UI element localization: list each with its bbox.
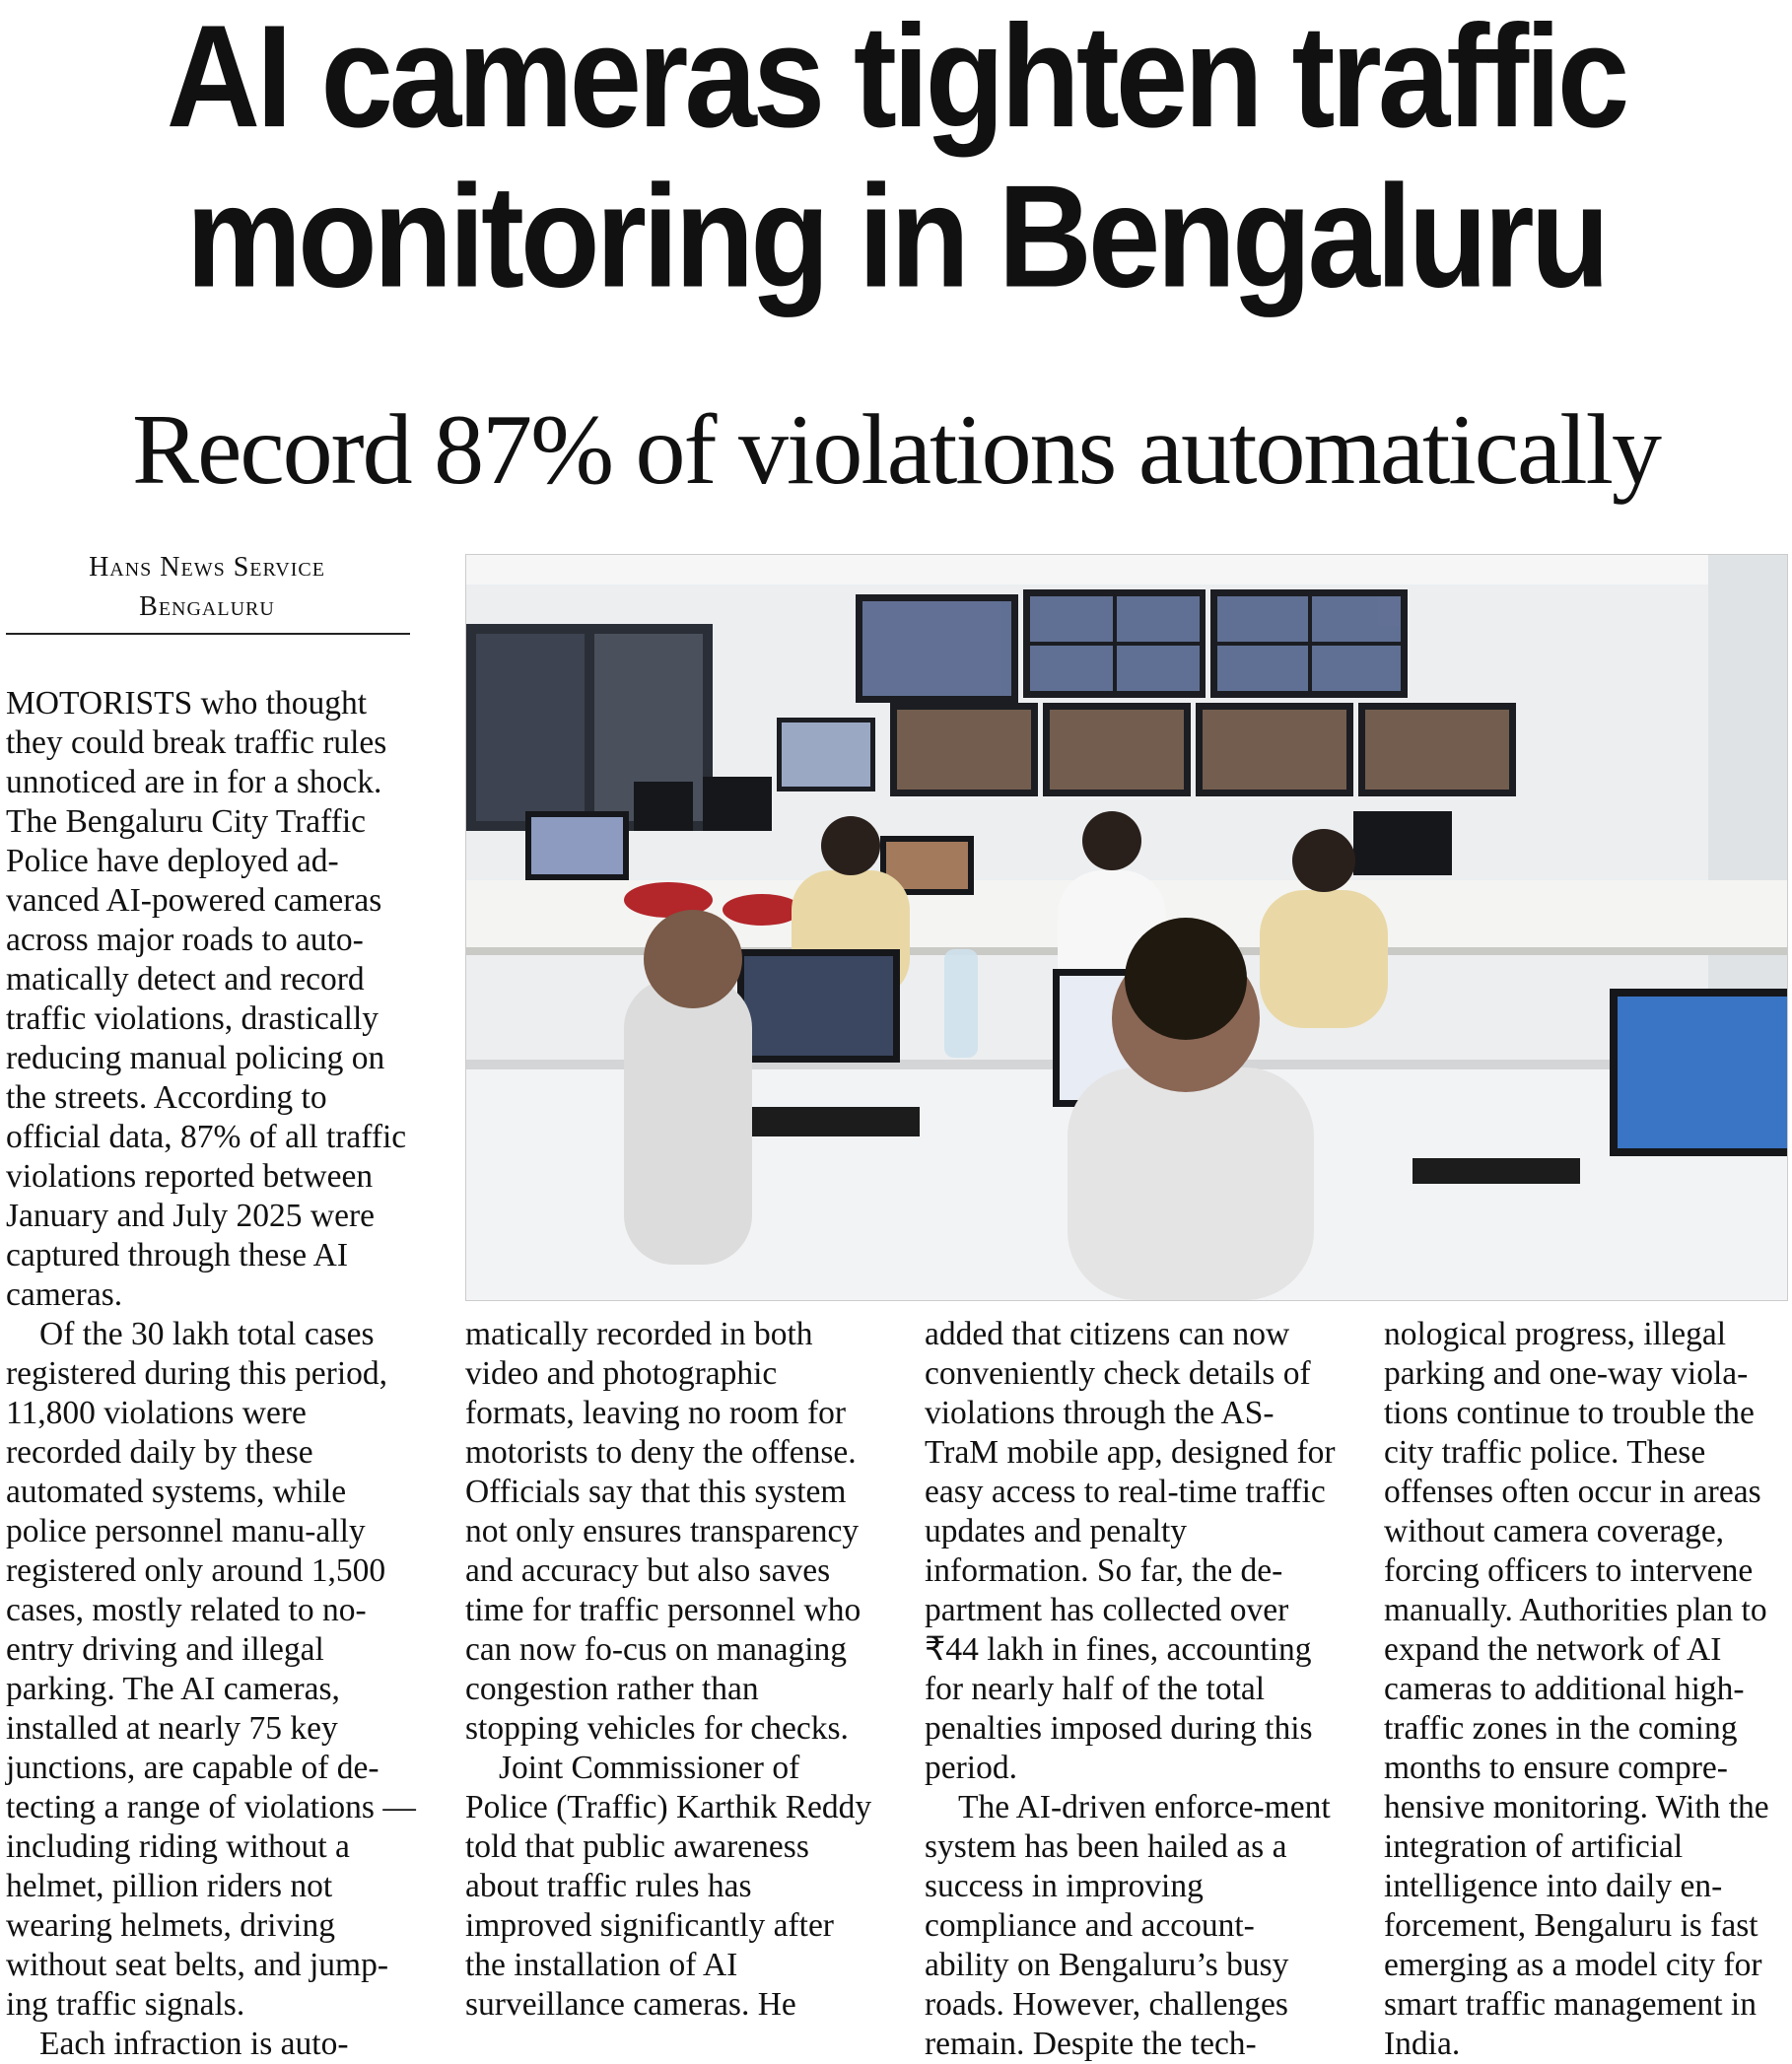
byline-dateline: Bengaluru xyxy=(139,591,275,622)
paragraph: Joint Commissioner of Police (Traffic) Karthik Reddy told that public awareness about traffic rules has improved significantly after the installation of AI surveillance cameras. He xyxy=(465,1750,872,2023)
headline xyxy=(0,0,1792,316)
paragraph: added that citizens can now conveniently check details of violations through the AS-TraM mobile app, designed for easy access to real-time traffic updates and penalty information. So far, the de-partment has collected over ₹44 lakh in fines, accounting for nearly half of the total penalties imposed during this period. xyxy=(925,1316,1336,1786)
control-room-photo xyxy=(465,554,1788,1301)
paragraph: MOTORISTS who thought they could break traffic rules unnoticed are in for a shock. The Bengaluru City Traffic Police have deployed ad-vanced AI-powered cameras across major roads to auto-matically detect and record traffic violations, drastically reducing manual policing on the streets. According to official data, 87% of all traffic violations reported between January and July 2025 were captured through these AI cameras. xyxy=(6,685,407,1313)
article-column-4 xyxy=(1384,1315,1792,2064)
byline-agency: Hans News Service xyxy=(89,552,325,583)
deck-subheadline: Record 87% of violations automatically xyxy=(132,394,1660,506)
paragraph: Of the 30 lakh total cases registered during this period, 11,800 violations were recorded daily by these automated systems, while police personnel manu-ally registered only around 1,500 cases, mostly related to no-entry driving and illegal parking. The AI cameras, installed at nearly 75 key junctions, are capable of de-tecting a range of violations — including riding without a helmet, pillion riders not wearing helmets, driving without seat belts, and jump-ing traffic signals. xyxy=(6,1316,416,2023)
headline-line-2: monitoring in Bengaluru xyxy=(185,155,1607,317)
byline-divider xyxy=(6,633,410,635)
paragraph: matically recorded in both video and photographic formats, leaving no room for motorists to deny the offense. Officials say that this system not only ensures transparency and accuracy but also saves time for traffic personnel who can now fo-cus on managing congestion rather than stopping vehicles for checks. xyxy=(465,1316,862,1747)
paragraph: Each infraction is auto- xyxy=(39,2026,349,2062)
article-column-2 xyxy=(465,1315,877,2025)
byline xyxy=(0,548,414,627)
control-room-illustration xyxy=(466,555,1787,1300)
article-column-3 xyxy=(925,1315,1337,2064)
paragraph: nological progress, illegal parking and one-way viola-tions continue to trouble the city traffic police. These offenses often occur in areas without camera coverage, forcing officers to intervene manually. Authorities plan to expand the network of AI cameras to additional high-traffic zones in the coming months to ensure compre-hensive monitoring. With the integration of artificial intelligence into daily en-forcement, Bengaluru is fast emerging as a model city for smart traffic management in India. xyxy=(1384,1316,1769,2062)
paragraph: The AI-driven enforce-ment system has been hailed as a success in improving compliance and account-ability on Bengaluru’s busy roads. However, challenges remain. Despite the tech- xyxy=(925,1789,1331,2062)
article-column-1 xyxy=(6,684,418,2064)
headline-line-1: AI cameras tighten traffic xyxy=(166,0,1626,158)
